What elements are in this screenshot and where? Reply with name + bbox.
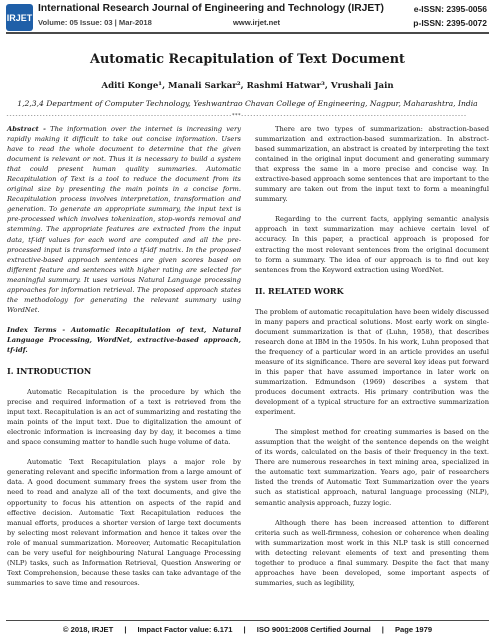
footer-separator: |	[243, 625, 246, 634]
footer-iso: ISO 9001:2008 Certified Journal	[256, 625, 371, 634]
semantic-analysis-paragraph: Regarding to the current facts, applying semantic analysis approach in text summarization may achieve certain level of accuracy. In this paper, a practical approach is proposed for extracting the most relevant sentences from the original document to form a summary. The idea of our approach is to find out key sentences from the Keyword extraction using WordNet.	[255, 215, 489, 274]
section-separator: ---------------------------------------------------------------------------***---------------------------------------------------------------------------	[6, 113, 467, 119]
right-column	[255, 124, 489, 588]
journal-logo-text: IRJET	[6, 12, 33, 23]
intro-paragraph-2: Automatic Text Recapitulation plays a major role by generating relevant and specific information from a large amount of data. A good document summary frees the system user from the need to read and analyze all of the text documents, and give the opportunity to focus his attention on aspects of the rapid and effective decision. Automatic Text Recapitulation reduces the manual efforts, produces a shorter version of large text documents by selecting most relevant information and hence it takes over the role of manual summarization. Moreover, Automatic Recapitulation can be very useful for neighbouring Natural Language Processing (NLP) tasks, such as Information Retrieval, Question Answering or Text Comprehension, because these tasks can take advantage of the summaries to save time and resources.	[7, 458, 241, 587]
footer-separator: |	[124, 625, 127, 634]
journal-logo	[6, 4, 33, 31]
footer-impact-factor: Impact Factor value: 6.171	[137, 625, 233, 634]
related-work-paragraph-3: Although there has been increased attention to different criteria such as well-firmness, cohesion or coherence when dealing with summarization most work in this NLP task is still concerned with detecting relevant elements of text and presenting them together to produce a final summary. Despite the fact that many approaches have been developed, some important aspects of summaries, such as legibility,	[255, 518, 489, 587]
footer-copyright: © 2018, IRJET	[62, 625, 114, 634]
summarization-types-paragraph: There are two types of summarization: abstraction-based summarization and extraction-based summarization. In abstract-based summarization, an abstract is created by interpreting the text contained in the original input document and generating summary that express the same in a more precise and concise way. In extractive-based approach some sentences that are important to the summary are taken out from the input text to form a meaningful summary.	[255, 125, 489, 204]
pissn: p-ISSN: 2395-0072	[413, 18, 487, 28]
volume-issue: Volume: 05 Issue: 03 | Mar-2018	[38, 18, 152, 27]
abstract-text: The information over the internet is increasing very rapidly making it difficult to take out concise information. Users have to read the whole document to determine that the given document is relevant or not. Thus it is necessary to build a system that could present human quality summaries. Automatic Recapitulation of Text is a tool to reduce the document from its original size by presenting the main points in a concise form. Recapitulation process involves interpretation, transformation and generation. To generate an appropriate summary, the input text is pre-processed which involves tokenization, stop-words removal and stemming. The appropriate features are extracted from the input data, tf-idf values for each word are computed and all the pre-processed input is transformed into a tf-idf matrix. In the proposed extractive-based approach sentences are given scores based on different feature and sentences with higher rating are selected for meaningful summary. It uses various Natural Language processing approaches for information retrieval. The proposed approach states the methodology for generating the relevant summary using WordNet.	[7, 125, 241, 314]
paper-title: Automatic Recapitulation of Text Document	[90, 52, 405, 67]
page-footer	[0, 625, 495, 634]
paper-authors: Aditi Konge¹, Manali Sarkar², Rashmi Hatwar³, Vrushali Jain	[101, 81, 394, 91]
related-work-heading: II. RELATED WORK	[255, 285, 344, 296]
index-terms: Index Terms - Automatic Recapitulation of text, Natural Language Processing, WordNet, extractive-based approach, tf-idf.	[7, 325, 241, 354]
footer-separator: |	[381, 625, 384, 634]
journal-header	[0, 0, 495, 36]
footer-divider	[6, 620, 489, 621]
eissn: e-ISSN: 2395-0056	[413, 4, 487, 14]
journal-website: www.irjet.net	[233, 18, 280, 27]
header-divider	[6, 32, 489, 34]
left-column	[7, 124, 241, 588]
paper-affiliation: 1,2,3,4 Department of Computer Technology, Yeshwantrao Chavan College of Engineering, Nagpur, Maharashtra, India	[17, 99, 478, 108]
related-work-paragraph-1: The problem of automatic recapitulation have been widely discussed in many papers and practical solutions. Most early work on single-document summarization is that of (Luhn, 1958), that describes research done at IBM in the 1950s. In his work, Luhn proposed that the frequency of a particular word in an article provides an useful measure of its significance. There are several key ideas put forward in this paper that have assumed importance in later work on summarization. Edmundson (1969) describes a system that produces document extracts. His primary contribution was the development of a typical structure for an extractive summarization experiment.	[255, 307, 489, 417]
related-work-paragraph-2: The simplest method for creating summaries is based on the assumption that the weight of the sentence depends on the weight of its words, calculated on the basis of their frequency in the text. There are numerous researches in text mining area, specialized in the automatic text summarization. Years ago, pair of researchers listed the trends of Automatic Text Summarization over the years such as statistical approach, natural language processing (NLP), semantic analysis approach, fuzzy logic.	[255, 428, 489, 507]
abstract	[7, 124, 241, 315]
footer-page-number: Page 1979	[394, 625, 433, 634]
journal-name: International Research Journal of Engineering and Technology (IRJET)	[38, 3, 384, 14]
abstract-label: Abstract -	[7, 125, 46, 133]
introduction-heading: I. INTRODUCTION	[7, 366, 92, 377]
intro-paragraph-1: Automatic Recapitulation is the procedure by which the precise and required information of a text is retrieved from the input text. Recapitulation is an act of summarizing and restating the main points of the input text. Due to digitalization the amount of electronic information is increasing day by day, it becomes a time and space consuming matter to handle such huge volume of data.	[7, 388, 241, 447]
